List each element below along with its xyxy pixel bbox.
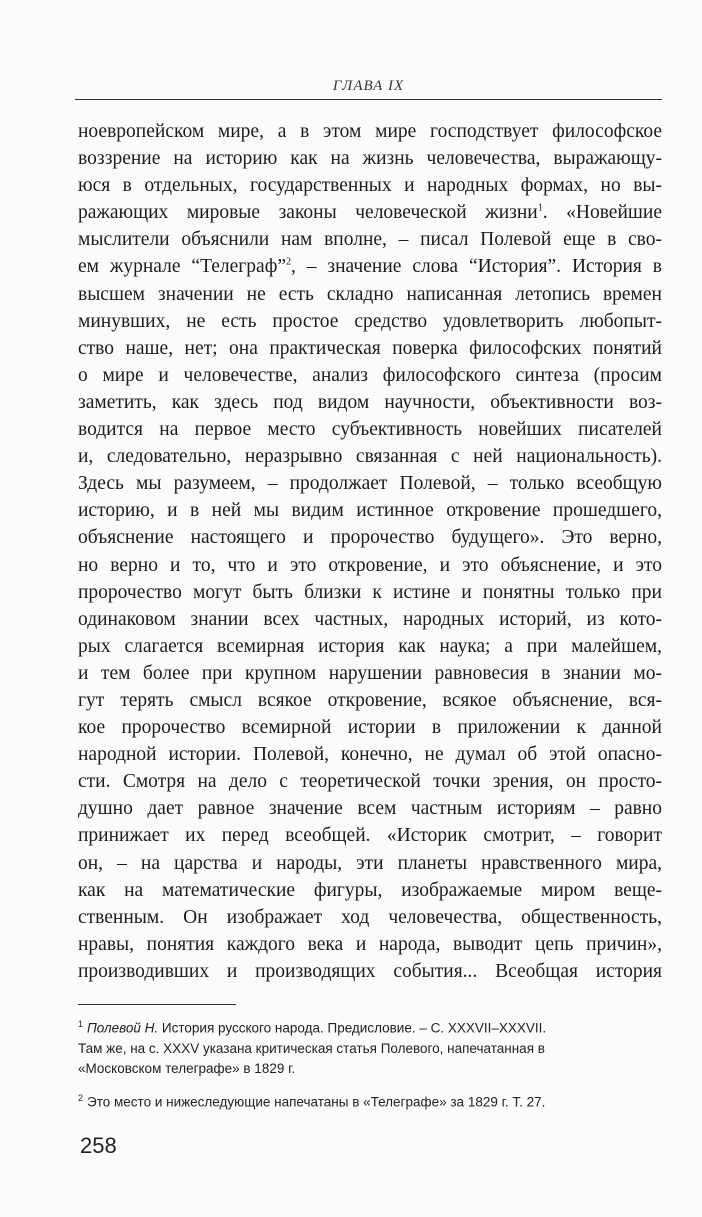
text-line: рых слагается всемирная история как наука; а при малейшем, [78, 635, 662, 657]
text-line: производивших и производящих события... Всеобщая история [78, 960, 662, 982]
text-line: ственным. Он изображает ход человечества, общественность, [78, 906, 662, 928]
body-text [78, 118, 662, 985]
text-line: душно дает равное значение всем частным историям – равно [78, 798, 662, 820]
text-line: историю, и в ней мы видим истинное откровение прошедшего, [78, 500, 662, 522]
text-line: и тем более при крупном нарушении равновесия в знании мо- [78, 662, 662, 684]
text-line: мыслители объяснили нам вполне, – писал Полевой еще в сво- [78, 229, 662, 251]
text-line-part: , – значение слова “История”. История в [290, 256, 662, 278]
text-line-part: . «Новейшие [542, 202, 662, 224]
footnote-author: Полевой Н. [87, 1020, 159, 1036]
footnote-text: «Московском телеграфе» в 1829 г. [78, 1060, 296, 1076]
text-line-part: ражающих мировые законы человеческой жизни [78, 202, 538, 224]
footnote-1 [78, 1014, 662, 1079]
text-line: как на математические фигуры, изображаемые миром веще- [78, 879, 662, 901]
footnote-number: 2 [78, 1092, 84, 1103]
text-line: ноевропейском мире, а в этом мире господствует философское [78, 121, 662, 142]
text-line: высшем значении не есть складно написанная летопись времен [78, 283, 662, 305]
text-line: одинаковом знании всех частных, народных историй, из кото- [78, 608, 662, 630]
text-line: гут терять смысл всякое откровение, всякое объяснение, вся- [78, 689, 662, 711]
text-line: ство наше, нет; она практическая поверка философских понятий [78, 337, 662, 359]
page-number: 258 [80, 1133, 117, 1158]
footnote-number: 1 [78, 1019, 84, 1029]
text-line: нравы, понятия каждого века и народа, выводит цепь причин», [78, 933, 662, 955]
text-line: минувших, не есть простое средство удовлетворить любопыт- [78, 310, 662, 332]
text-line: народной истории. Полевой, конечно, не думал об этой опасно- [78, 744, 662, 766]
text-line: но верно и то, что и это откровение, и это объяснение, и это [78, 554, 662, 576]
footnote-2 [78, 1088, 662, 1113]
text-line [78, 199, 662, 226]
text-line: сти. Смотря на дело с теоретической точки зрения, он просто- [78, 771, 662, 793]
footnote-rule [78, 1004, 236, 1005]
text-line: юся в отдельных, государственных и народных формах, но вы- [78, 175, 662, 197]
header-rule [75, 99, 662, 100]
footnote-text: История русского народа. Предисловие. – С. XXXVII–XXXVII. [158, 1020, 547, 1036]
text-line: о мире и человечестве, анализ философского синтеза (просим [78, 364, 662, 386]
footnote-text: Там же, на с. XXXV указана критическая статья Полевого, напечатанная в [78, 1040, 545, 1056]
text-line: заметить, как здесь под видом научности, объективности воз- [78, 391, 662, 413]
footnote-ref-1[interactable]: 1 [537, 202, 543, 214]
text-line: водится на первое место субъективность новейших писателей [78, 419, 662, 441]
text-line: он, – на царства и народы, эти планеты нравственного мира, [78, 852, 662, 874]
footnote-text: Это место и нижеследующие напечатаны в «Телеграфе» за 1829 г. Т. 27. [87, 1094, 546, 1109]
text-line: и, следовательно, неразрывно связанная с ней национальность). [78, 446, 662, 468]
running-header: ГЛАВА IX [332, 78, 405, 94]
text-line [78, 253, 662, 280]
text-line: кое пророчество всемирной истории в приложении к данной [78, 717, 662, 739]
text-line: объяснение настоящего и пророчество будущего». Это верно, [78, 527, 662, 549]
text-line: Здесь мы разумеем, – продолжает Полевой, – только всеобщую [78, 473, 662, 495]
text-line: пророчество могут быть близки к истине и понятны только при [78, 581, 662, 603]
text-line: принижает их перед всеобщей. «Историк смотрит, – говорит [78, 825, 662, 847]
text-line-part: ем журнале “Телеграф” [78, 256, 286, 278]
footnote-ref-2[interactable]: 2 [285, 256, 291, 268]
text-line: воззрение на историю как на жизнь человечества, выражающу- [78, 148, 662, 170]
footnotes [78, 1014, 662, 1121]
